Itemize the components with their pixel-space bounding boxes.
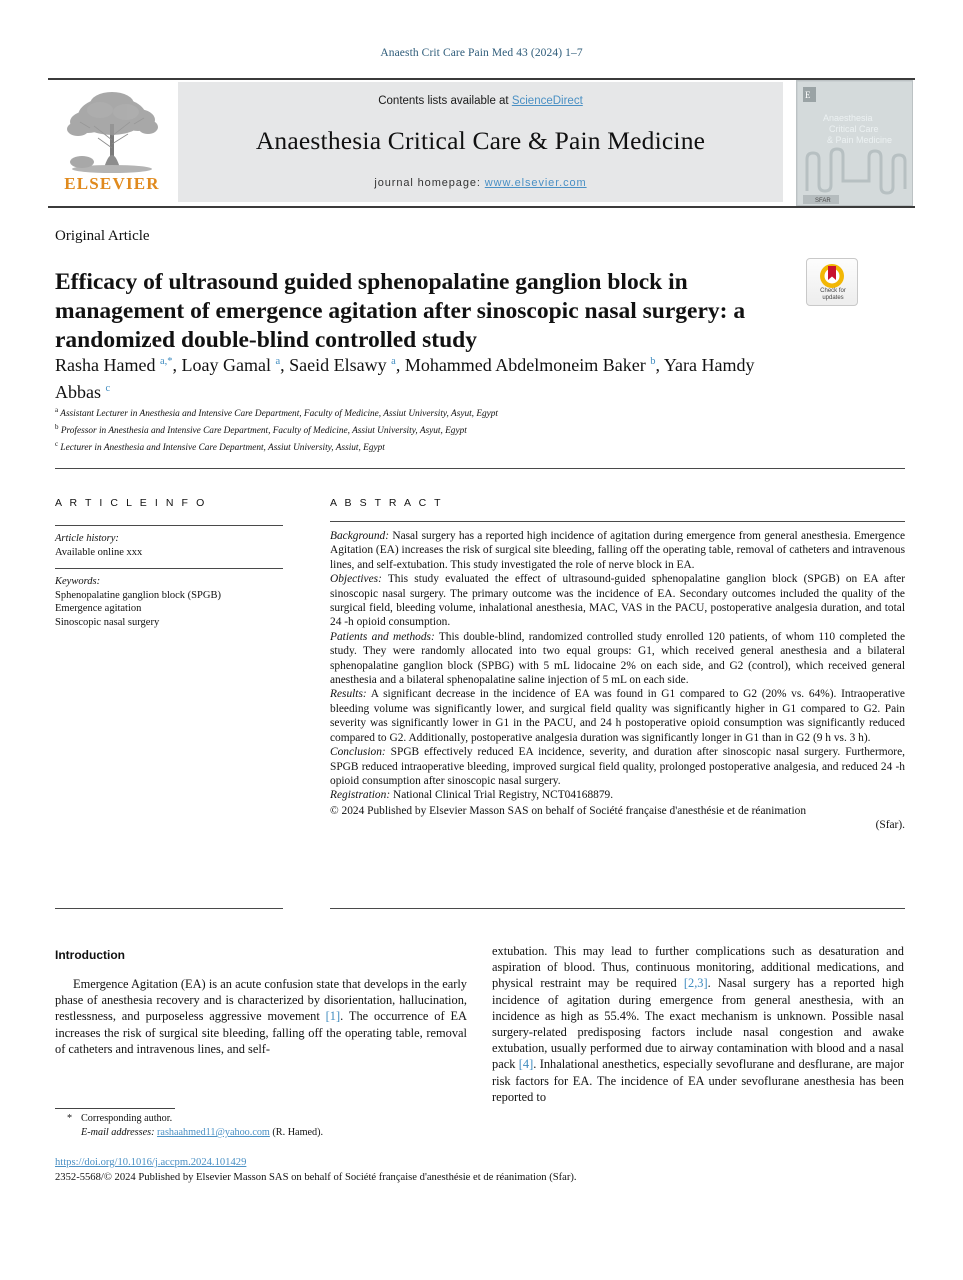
abstract-results [330,687,905,745]
email-label: E-mail addresses: [81,1127,155,1138]
contents-prefix: Contents lists available at [378,95,512,107]
svg-text:& Pain Medicine: & Pain Medicine [827,135,893,145]
abstract-registration-text: National Clinical Trial Registry, NCT04168879. [390,789,614,802]
author-list: Rasha Hamed $^{a,*}$, Loay Gamal $^a$, Saeid Elsawy $^a$, Mohammed Abdelmoneim Baker $^b$, Yara Hamdy Abbas $^c$ [55,355,755,402]
abstract-background-label: Background: [330,530,390,542]
abstract-heading: A B S T R A C T [330,497,444,509]
abstract-background-text: Nasal surgery has a reported high incidence of agitation during emergence from general anesthesia. Emergence Agitation (EA) increases the risk of surgical site bleeding, falling off the operating table, removal of catheters and intravenous lines, and self-extubation. This study investigated the role of nerve block in EA. [330,530,905,571]
sciencedirect-link[interactable]: ScienceDirect [511,95,583,107]
keyword-item: Emergence agitation [55,603,142,614]
article-type-label: Original Article [55,228,150,244]
page-title: Efficacy of ultrasound guided sphenopalatine ganglion block in management of emergence agitation after sinoscopic nasal surgery: a randomized double-blind controlled study [55,268,746,353]
keywords-block [55,575,283,629]
corresponding-author-line [55,1112,467,1126]
abstract-objectives [330,572,905,630]
abstract-background [330,529,905,572]
abstract-patients-text: This double-blind, randomized controlled study enrolled 120 patients, of whom 110 completed the study. They were randomly allocated into two equal groups: G1, which received general anesthesia and a bilateral sphenopalatine ganglion block (SPBG) with 5 mL lidocaine 2% on each side, and G2 (control), which received general anesthesia and a bilateral sphenopalatine saline injection of 5 mL on each side. [330,630,905,687]
doi-footer [55,1155,855,1185]
article-info-column [55,525,283,638]
abstract-copyright [330,804,905,833]
abstract-objectives-text: This study evaluated the effect of ultrasound-guided sphenopalatine ganglion block (SPGB) on EA after sinoscopic nasal surgery. The primary outcome was the incidence of EA. Secondary outcomes included the quality of the surgical field, bleeding volume, inhalational anesthesia, MAC, VAS in the PACU, postoperative analgesia duration, and total 24 -h opioid consumption. [330,573,905,629]
crossmark-label-line1: Check for [820,288,846,294]
affiliation-item: $^c$ Lecturer in Anesthesia and Intensive Care Department, Assiut University, Assiut, Egypt [55,439,385,453]
article-history-value: Available online xxx [55,546,143,558]
issn-copyright-line: 2352-5568/© 2024 Published by Elsevier Masson SAS on behalf of Société française d'anesthésie et de réanimation (Sfar). [55,1172,577,1183]
article-history-label: Article history: [55,533,119,544]
affiliation-item: $^b$ Professor in Anesthesia and Intensive Care Department, Faculty of Medicine, Assiut University, Asyut, Egypt [55,422,467,436]
abstract-body [330,521,905,833]
abstract-conclusion [330,745,905,788]
intro-paragraph-right: extubation. This may lead to further complications such as desaturation and aspiration of blood. Thus, continuous monitoring, additional medications, and physical restraint may be required [2,3]. Nasal surgery has a reported high incidence of agitation during emergence from general anesthesia, with an incidence as high as 55.4%. The exact mechanism is unknown. Possible nasal surgery-related predisposing factors include nasal congestion and awake extubation, usually performed due to airway contamination with blood and a nasal pack [4]. Inhalational anesthetics, especially sevoflurane and desflurane, are major risk factors for EA. The incidence of EA under sevoflurane anesthesia has been reported to [492,944,905,1104]
footnote-divider-rule [55,1108,175,1109]
keyword-item: Sphenopalatine ganglion block (SPGB) [55,589,221,601]
abstract-registration [330,788,905,802]
abstract-results-label: Results: [330,688,367,701]
abstract-objectives-label: Objectives: [330,573,382,586]
body-column-right [492,943,904,1105]
contents-list-line [178,95,783,107]
abstract-rule [330,521,905,522]
email-owner: (R. Hamed). [272,1127,324,1138]
svg-text:SFAR: SFAR [815,198,831,204]
abstract-conclusion-text: SPGB effectively reduced EA incidence, severity, and duration after sinoscopic nasal surgery. Furthermore, SPGB reduced intraoperative bleeding, improved surgical field quality, prolonged postoperative analgesia, and reduced 24 -h opioid consumption after sinoscopic nasal surgery. [330,746,905,787]
abstract-conclusion-label: Conclusion: [330,746,386,759]
svg-text:Critical Care: Critical Care [829,124,879,134]
svg-text:Anaesthesia: Anaesthesia [823,113,873,123]
abstract-patients-methods [330,630,905,688]
journal-masthead [48,78,915,208]
crossmark-label-line2: updates [822,295,844,301]
article-info-rule-1 [55,525,283,526]
corresponding-author-marker: * [67,1113,73,1124]
elsevier-tree-icon [50,82,174,174]
article-info-rule-2 [55,568,283,569]
masthead-bottom-rule [48,206,915,208]
homepage-prefix: journal homepage: [374,177,485,189]
intro-paragraph-left: Emergence Agitation (EA) is an acute confusion state that develops in the early phase of anesthesia recovery and is characterized by disorientation, hallucination, restlessness, and purposeless aggressive movement [1]. The occurrence of EA increases the risk of surgical site bleeding, falling off the operating table, removal of catheters and intravenous lines, and self- [55,977,467,1056]
crossmark-badge[interactable] [806,258,858,306]
abstract-results-text: A significant decrease in the incidence of EA was found in G1 compared to G2 (20% vs. 64%). Intraoperative bleeding volume was significantly lower, and surgical field quality was significantly higher in G1 compared to G2. Pain severity was significantly lower in G1 in the PACU, and 24 h postoperative opioid consumption was significantly reduced compared to G2. Additionally, postoperative analgesia duration was significantly longer in G1 than in G2 (9 h vs. 3 h). [330,688,905,744]
affiliation-list [55,404,755,454]
abstract-bottom-rule [330,908,905,909]
article-history-block [55,532,283,559]
elsevier-logo [50,82,174,202]
abstract-patients-label: Patients and methods: [330,630,435,643]
article-info-bottom-rule [55,908,283,909]
journal-cover-thumbnail[interactable] [796,80,913,206]
masthead-top-rule [48,78,915,80]
keyword-item: Sinoscopic nasal surgery [55,616,160,628]
doi-link[interactable]: https://doi.org/10.1016/j.accpm.2024.101429 [55,1157,247,1168]
abstract-copyright-tail: (Sfar). [875,819,905,832]
author-email-link[interactable]: rashaahmed11@yahoo.com [157,1127,270,1138]
elsevier-wordmark: ELSEVIER [64,174,160,193]
svg-text:E: E [805,90,811,100]
article-info-heading: A R T I C L E I N F O [55,497,207,509]
affiliation-item: $^a$ Assistant Lecturer in Anesthesia and Intensive Care Department, Faculty of Medicine, Assiut University, Asyut, Egypt [55,406,499,420]
section-title-introduction: Introduction [55,948,125,962]
journal-cover-art [797,81,913,206]
footnote-block [55,1112,467,1140]
crossmark-label [807,288,859,302]
abstract-registration-label: Registration: [330,789,391,802]
email-line [55,1126,467,1140]
abstract-copyright-text: © 2024 Published by Elsevier Masson SAS on behalf of Société française d'anesthésie et de réanimation [330,804,807,817]
keywords-label: Keywords: [55,576,101,587]
journal-homepage-link[interactable]: www.elsevier.com [484,177,587,189]
body-column-left [55,976,467,1057]
running-head: Anaesth Crit Care Pain Med 43 (2024) 1–7 [380,47,583,59]
header-divider-rule [55,468,905,469]
journal-title: Anaesthesia Critical Care & Pain Medicine [255,126,706,155]
masthead-center-band [178,82,783,202]
journal-homepage-line [178,177,783,189]
corresponding-author-label: Corresponding author. [81,1113,173,1124]
